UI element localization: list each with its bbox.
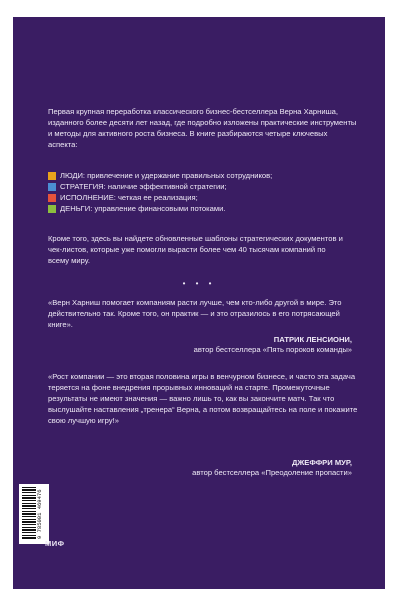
aspects-list	[48, 170, 358, 214]
section-divider: • • •	[182, 279, 216, 288]
aspect-people	[48, 170, 358, 181]
author-lencioni	[194, 335, 352, 355]
blue-square-icon	[48, 183, 56, 191]
red-square-icon	[48, 194, 56, 202]
publisher-logo: МИФ	[45, 539, 65, 548]
aspect-strategy	[48, 181, 358, 192]
author-role: автор бестселлера «Преодоление пропасти»	[192, 468, 352, 477]
aspect-execution	[48, 192, 358, 203]
aspect-label: СТРАТЕГИЯ: наличие эффективной стратегии;	[60, 182, 227, 191]
barcode-bars	[22, 487, 36, 539]
intro-paragraph: Первая крупная переработка классического бизнес-бестселлера Верна Харниша, изданного более десяти лет назад, где подробно изложены практические инструменты и методы для активного роста бизнеса. В книге разбираются четыре ключевых аспекта:	[48, 107, 357, 149]
aspect-money	[48, 203, 358, 214]
back-cover	[13, 17, 385, 589]
templates-paragraph: Кроме того, здесь вы найдете обновленные шаблоны стратегических документов и чек-листов, которые уже помогли вырасти более чем 40 тысячам компаний по всему миру.	[48, 234, 343, 265]
aspect-label: ЛЮДИ: привлечение и удержание правильных сотрудников;	[60, 171, 273, 180]
author-moore	[192, 458, 352, 478]
author-name: ПАТРИК ЛЕНСИОНИ,	[273, 335, 352, 344]
author-role: автор бестселлера «Пять пороков команды»	[193, 345, 352, 354]
author-name: ДЖЕФФРИ МУР,	[291, 458, 352, 467]
barcode-digits: 9 785001 469476	[36, 489, 43, 539]
green-square-icon	[48, 205, 56, 213]
orange-square-icon	[48, 172, 56, 180]
aspect-label: ДЕНЬГИ: управление финансовыми потоками.	[60, 204, 226, 213]
quote-moore: «Рост компании — это вторая половина игры в венчурном бизнесе, и часто эта задача теряется на фоне внедрения прорывных инноваций на старте. Промежуточные результаты не имеют значения — важно лишь то, как вы закончите матч. Так что выслушайте наставления „тренера“ Верна, а потом возвращайтесь на поле и покажите свою лучшую игру!»	[48, 372, 358, 425]
quote-lencioni: «Верн Харниш помогает компаниям расти лучше, чем кто-либо другой в мире. Это действительно так. Кроме того, он практик — и это отразилось в его потрясающей книге».	[48, 298, 342, 329]
aspect-label: ИСПОЛНЕНИЕ: четкая ее реализация;	[60, 193, 198, 202]
isbn-barcode	[19, 484, 49, 544]
